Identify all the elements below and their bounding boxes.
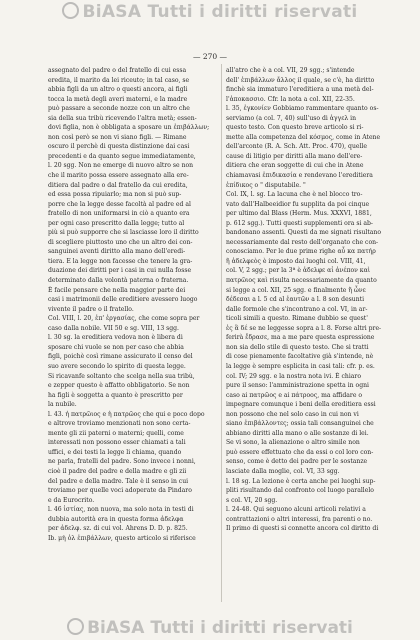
text-line: si legge a col. XII, 25 sgg. e finalmente ἢ ὦνε bbox=[226, 286, 366, 294]
text-line: abbia figli da un altro o questi ancora, ai figli bbox=[48, 86, 188, 94]
text-line: la nubile. bbox=[48, 401, 77, 409]
watermark-bottom bbox=[0, 618, 420, 638]
text-line: fratello di non uniformarsi in ciò a quanto era bbox=[48, 210, 190, 218]
text-line: all'atro che è a col. VII, 29 sgg.; s'intende bbox=[226, 67, 355, 74]
text-line: dubbia autorità era in questa forma ἀδελφα bbox=[48, 515, 184, 523]
text-line: l. 43. ἡ πατρῶιος e ἡ πατρῶος che qui e poco dopo bbox=[48, 410, 205, 418]
text-line: ferirà ἔδρασε, ma a me pare questa espressione bbox=[226, 334, 375, 342]
text-line: col. V, 2 sgg.; per la 3ª è ἀδελφε αἱ ἀνέπον καὶ bbox=[226, 267, 371, 275]
text-line: e zepper questo è affatto obbligatorio. Se non bbox=[48, 382, 190, 390]
biasa-logo-icon bbox=[62, 2, 79, 19]
watermark-top-text: BiASA Tutti i diritti riservati bbox=[82, 2, 358, 22]
text-line: Col. VIII, l. 20, ἐπ' ἐργασίας, che come sopra per bbox=[48, 315, 200, 323]
text-line: l. 46 ἱστίας, non nuova, ma solo nota in testi di bbox=[48, 506, 194, 514]
text-line: contrattazioni o altri interessi, fra parenti o no. bbox=[226, 515, 373, 523]
text-line: Il primo di questi si connette ancora col diritto di bbox=[226, 525, 379, 533]
text-line: finchè sia immaturo l'ereditiera a una metà del- bbox=[226, 86, 374, 94]
text-line: tiera. E la legge non facesse che tenere la gra- bbox=[48, 257, 193, 265]
left-column bbox=[48, 66, 218, 543]
biasa-logo-icon bbox=[67, 618, 84, 635]
text-line: ἐς ἃ δέ se ne leggesse sopra a l. 8. Forse altri pre- bbox=[226, 324, 382, 332]
text-line: dell' ἐπιβάλλων ἄλλος il quale, se c'è, ha diritto bbox=[226, 76, 375, 84]
text-line: può essere effettuato che da essi o col loro con- bbox=[226, 448, 374, 456]
page-number: — 270 — bbox=[192, 52, 228, 61]
text-line: pliti risultando dal confronto col luogo parallelo bbox=[226, 487, 374, 495]
text-line: figli, poichè così rimane assicurato il censo del bbox=[48, 353, 193, 361]
text-line: siano ἐπιβάλλοντες; ossia tali consanguinei che bbox=[226, 420, 374, 428]
text-line: assegnato del padre o del fratello di cui essa bbox=[48, 67, 187, 74]
text-line: per ogni caso prescritto dalla legge; tutto al bbox=[48, 219, 185, 227]
text-line: l. 30 sg. la ereditiera vedova non è libera di bbox=[48, 334, 183, 342]
text-line: dell'arconte (R. A. Sch. Att. Proc. 470), quelle bbox=[226, 143, 367, 151]
text-line: caso ai πατρῶος e ai πάτροος, ma affidare o bbox=[226, 391, 363, 399]
text-line: la legge è sempre esplicita in casi tali: cfr. p. es. bbox=[226, 362, 375, 370]
watermark-top bbox=[0, 2, 420, 22]
text-line: eredita, il marito da lei riceuto; in tal caso, se bbox=[48, 76, 190, 84]
text-line: per ἀδελφ. sz. di cui vol. Ahrens D. D. p. 825. bbox=[48, 525, 188, 533]
text-line: ditiera che eran soggette di cui che in Atene bbox=[226, 162, 364, 170]
text-line: e altrove troviamo menzionati non sono certa- bbox=[48, 420, 191, 428]
text-line: cause di litigio per diritti alla mano dell'ere- bbox=[226, 152, 363, 160]
text-line: mente gli zii paterni o materni; quelli, come bbox=[48, 429, 184, 437]
text-line: sia della sua tribù ricevendo l'altra metà; essen- bbox=[48, 114, 197, 122]
text-line: sanguinei aventi diritto alla mano dell'eredi- bbox=[48, 248, 186, 256]
text-line: l. 35, ἐγκονίεν Gobbiamo rammentare quanto os- bbox=[226, 105, 379, 113]
text-line: di cose pienamente facoltative già s'intende, nè bbox=[226, 353, 374, 361]
text-line: Ib. μὴ ὀλ ἐπιβάλλων, questo articolo si riferisce bbox=[48, 534, 196, 542]
text-line: per ultimo dal Blass (Herm. Mus. XXXVI, 1881, bbox=[226, 210, 372, 218]
text-line: porre che la legge desse facoltà al padre ed al bbox=[48, 200, 191, 208]
column-divider bbox=[221, 64, 222, 602]
text-line: ἐπίδικος o " disputabile. " bbox=[226, 181, 306, 189]
text-line: necessariamente dal resto dell'organato che con- bbox=[226, 238, 379, 246]
text-line: serviamo (a col. 7, 40) sull'uso di ἀγγελ in bbox=[226, 114, 357, 122]
text-line: ed essa possa ripuiarlo; ma non si può sup- bbox=[48, 191, 182, 199]
text-line: l. 18 sg. La lezione è certa anche pei luoghi sup- bbox=[226, 477, 376, 485]
text-line: senso, come è detto dei padre per le sostanze bbox=[226, 458, 368, 466]
text-line: Se vi sono, la alienazione o altro simile non bbox=[226, 439, 360, 447]
text-line: pure il senso: l'amministrazione spetta in ogni bbox=[226, 382, 369, 390]
text-line: precedenti e da quanto segue immediatamente, bbox=[48, 152, 196, 160]
text-line: vivente il padre o il fratello. bbox=[48, 305, 134, 313]
text-line: ha figli è soggetta a quanto è prescritto per bbox=[48, 391, 183, 399]
right-column bbox=[226, 66, 396, 534]
text-line: può passare a seconde nozze con un altro che bbox=[48, 105, 190, 113]
text-line: questo testo. Con questo breve articolo si ri- bbox=[226, 124, 364, 132]
text-line: ditiera dal padre o dal fratello da cui eredita, bbox=[48, 181, 188, 189]
text-line: ticoli simili a questo. Rimane dubbio se quest' bbox=[226, 315, 368, 323]
text-line: chiamavasi ἐπιδικασία e rendevano l'ereditiera bbox=[226, 172, 373, 180]
text-line: l. 20 sgg. Non ne emerge di nuovo altro se non bbox=[48, 162, 194, 170]
text-line: e da Eurocrito. bbox=[48, 496, 95, 504]
text-line: vato dall'Halbeeidior fu supplita da poi cinque bbox=[226, 200, 370, 208]
text-line: l'ἀποκασσιο. Cfr. la nota a col. XII, 22-35. bbox=[226, 95, 355, 103]
text-line: di scegliere piuttosto uno che un altro dei con- bbox=[48, 238, 193, 246]
text-line: È facile pensare che nella maggior parte dei bbox=[48, 286, 186, 294]
text-line: suo avere secondo lo spirito di questa legge. bbox=[48, 362, 186, 370]
text-line: Col. IX, l. sg. La lacuna che è nel blocco tro- bbox=[226, 191, 363, 199]
text-line: lasciate dalla moglie, col. VI, 33 sgg. bbox=[226, 467, 340, 475]
text-line: oscuro il perchè di questa distinzione dai casi bbox=[48, 143, 190, 151]
text-line: col. IV; 29 sgg. e la nostra nota ivi. È chiaro bbox=[226, 372, 362, 380]
text-line: caso dalla nobile. VII 50 e sg. VIII, 13 sgg. bbox=[48, 324, 179, 332]
text-line: impegnare comunque i beni della ereditiera essi bbox=[226, 401, 376, 409]
text-line: sposare chi vuole se non per caso che abbia bbox=[48, 343, 184, 351]
text-line: dovi figlia, non è obbligata a sposare un ἐπιβάλλων; bbox=[48, 124, 210, 132]
text-line: Si ricavanfe soltanto che scelga nella sua tribù, bbox=[48, 372, 195, 380]
text-line: determinato dalla volontà paterna o fraterna. bbox=[48, 277, 189, 285]
text-line: più si può supporre che si lasciasse loro il diritto bbox=[48, 229, 199, 237]
watermark-bottom-text: BiASA Tutti i diritti riservati bbox=[87, 618, 353, 638]
text-line: troviamo per quelle voci adoperate da Pindaro bbox=[48, 487, 192, 495]
text-line: cioè il padre del padre e della madre e gli zii bbox=[48, 467, 187, 475]
text-line: non così però se non vi siano figli. — Rimane bbox=[48, 133, 187, 141]
text-line: ne parla, fratelli del padre. Sono invece i nonni, bbox=[48, 458, 196, 466]
text-line: πατρῶιος καὶ risulta necessariamente da quanto bbox=[226, 277, 377, 285]
text-line: δέδεσαι a l. 5 cd al ἑαυτῶν a l. 8 son desunti bbox=[226, 296, 365, 304]
text-line: bandonano assenti. Questi da me signati risultano bbox=[226, 229, 381, 237]
text-line: che il marito possa essere assegnato alla ere- bbox=[48, 172, 189, 180]
text-line: dalle formole che s'incontrano a col. VI, in ar- bbox=[226, 305, 368, 313]
text-line: non possono che nel solo caso in cui non vi bbox=[226, 410, 359, 418]
text-line: conosciamo. Per le due prime righe αὖ κα πατήρ bbox=[226, 248, 376, 256]
text-line: duazione dei diritti per i casi in cui nulla fosse bbox=[48, 267, 192, 275]
text-line: non sia dello stile di questo testo. Che si tratti bbox=[226, 343, 369, 351]
text-line: p. 612 sgg.). Tutti questi supplementi ora si ab- bbox=[226, 219, 373, 227]
text-line: uffici, e dei testi la legge li chiama, quando bbox=[48, 448, 182, 456]
text-line: casi i matrimonii delle ereditiere avessero luogo bbox=[48, 296, 198, 304]
text-line: s col. VI, 20 sgg. bbox=[226, 496, 278, 504]
text-line: interessati non possono esser chiamati a tali bbox=[48, 439, 186, 447]
text-line: ἢ ἀδελφεὸς è imposto dai luoghi col. VIII, 41, bbox=[226, 257, 366, 265]
text-line: tocca la metà degli averi materni, e la madre bbox=[48, 95, 188, 103]
text-line: abbiano diritti alla mano o alle sostanze di lei. bbox=[226, 429, 369, 437]
text-line: mette alla competenza del κόσμος, come in Atene bbox=[226, 133, 381, 141]
text-line: l. 24-48. Qui seguono alcuni articoli relativi a bbox=[226, 506, 366, 514]
text-line: del padre e della madre. Tale è il senso in cui bbox=[48, 477, 189, 485]
